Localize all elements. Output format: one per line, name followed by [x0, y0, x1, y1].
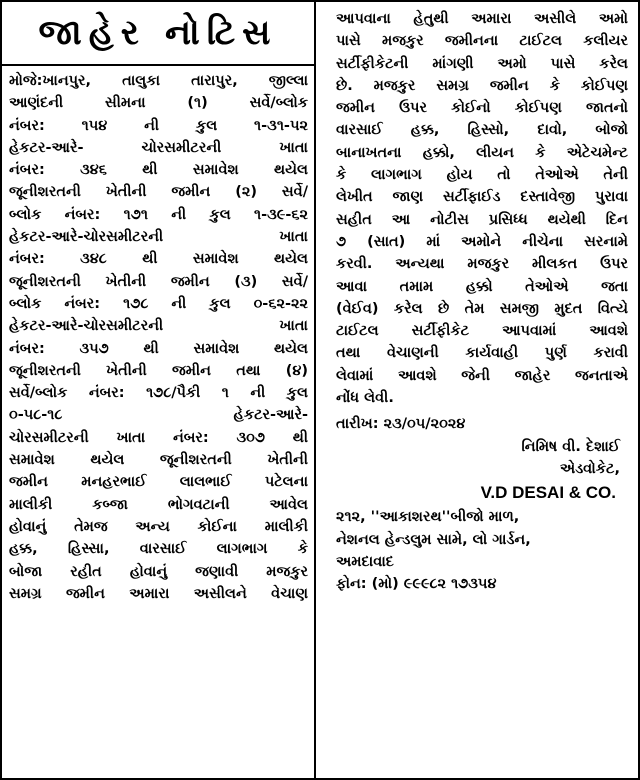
body-line: પાસે મજકુર જમીનના ટાઈટલ કલીયર [336, 33, 628, 50]
body-line: ટાઈટલ સર્ટીફીકેટ આપવામાં આવશે [336, 323, 628, 340]
notice-body-left [2, 66, 314, 605]
body-line: કરવી. અન્યથા મજકુર મીલકત ઉપર [336, 256, 628, 273]
body-line: માલીકી કબ્જા ભોગવટાની આવેલ [9, 496, 308, 513]
right-column [316, 2, 638, 778]
body-line: સર્ટીફીકેટની માંગણી અમો પાસે કરેલ [336, 55, 628, 72]
body-line: જૂનીશરતની ખેતીની જમીન (૩) સર્વે/ [9, 273, 308, 290]
body-line: નંબર: ૩૪૬ થી સમાવેશ થયેલ [9, 162, 308, 179]
body-line: હેકટર-આરે-ચોરસમીટરની ખાતા [9, 229, 308, 246]
body-line: મોજે:ખાનપુર, તાલુકા તારાપુર, જીલ્લા [9, 73, 308, 89]
signatory-name: નિમિષ વી. દેશાઈ [521, 438, 620, 455]
body-line: ચોરસમીટરની ખાતા નંબર: ૩૦૭ થી [9, 429, 308, 446]
body-line: જમીન ઉપર કોઈનો કોઈપણ જાતનો [336, 100, 628, 117]
body-line: સમગ્ર જમીન અમારા અસીલને વેચાણ [9, 585, 308, 602]
body-line: ૦-૫૮-૧૮ હેકટર-આરે- [9, 407, 308, 424]
body-line: આણંદની સીમના (૧) સર્વે/બ્લોક [9, 95, 308, 112]
body-line: આવા તમામ હક્કો તેઓએ જતા [336, 278, 628, 295]
body-line: નોંધ લેવી. [336, 390, 394, 407]
body-line: નંબર: ૧૫૪ ની કુલ ૧-૩૧-૫૨ [9, 117, 308, 134]
left-column [2, 2, 314, 778]
body-line: લેખીત જાણ સર્ટીફાઈડ દસ્તાવેજી પુરાવા [336, 189, 628, 206]
body-line: હોવાનું તેમજ અન્ય કોઈના માલીકી [9, 518, 308, 535]
body-line: આપવાના હેતુથી અમારા અસીલે અમો [336, 11, 628, 27]
body-line: જમીન મનહરભાઈ લાલભાઈ પટેલના [9, 474, 308, 491]
signatory-title: એડવોકેટ, [559, 460, 620, 477]
body-line: વારસાઈ હક્ક, હિસ્સો, દાવો, બોજો [336, 122, 628, 139]
body-line: (વેઈવ) કરેલ છે તેમ સમજી મુદત વિત્યે [336, 300, 628, 317]
body-line: સહીત આ નોટીસ પ્રસિધ્ધ થયેથી દિન [336, 211, 628, 228]
body-line: હેકટર-આરે- ચોરસમીટરની ખાતા [9, 139, 308, 156]
body-line: બોજા રહીત હોવાનું જણાવી મજકુર [9, 563, 308, 580]
address-line: નેશનલ હેન્ડલુમ સામે, લો ગાર્ડન, [336, 531, 531, 548]
body-line: કે લાગભાગ હોય તો તેઓએ તેની [336, 167, 628, 184]
address-line: ૨૧૨, ''આકાશરથ''બીજો માળ, [336, 509, 520, 526]
body-line: બ્લોક નંબર: ૧૭૮ ની કુલ ૦-૬૨-૨૨ [9, 295, 308, 312]
body-line: બ્લોક નંબર: ૧૭૧ ની કુલ ૧-૩૯-૬૨ [9, 206, 308, 223]
body-line: હેકટર-આરે-ચોરસમીટરની ખાતા [9, 318, 308, 335]
body-line: સમાવેશ થયેલ જૂનીશરતની ખેતીની [9, 452, 308, 469]
body-line: નંબર: ૩૫૭ થી સમાવેશ થયેલ [9, 340, 308, 357]
body-line: તથા વેચાણની કાર્યવાહી પુર્ણ કરાવી [336, 345, 628, 362]
body-line: જૂનીશરતની ખેતીની જમીન (૨) સર્વે/ [9, 184, 308, 201]
notice-body-right [336, 8, 628, 409]
body-line: બાનાખતના હક્કો, લીયન કે એટેચમેન્ટ [336, 144, 628, 161]
body-line: સર્વે/બ્લોક નંબર: ૧૭૮/પૈકી ૧ ની કુલ [9, 385, 308, 402]
body-line: નંબર: ૩૪૮ થી સમાવેશ થયેલ [9, 251, 308, 268]
address-line: અમદાવાદ [336, 553, 394, 570]
body-line: જૂનીશરતની ખેતીની જમીન તથા (૪) [9, 362, 308, 379]
firm-name: V.D DESAI & CO. [480, 483, 616, 503]
notice-title: જાહેર નોટિસ [2, 2, 314, 66]
body-line: લેવામાં આવશે જેની જાહેર જનતાએ [336, 367, 628, 384]
phone-number: ફોન: (મો) ૯૯૯૮૨ ૧૭૩૫૪ [336, 576, 497, 593]
body-line: હક્ક, હિસ્સા, વારસાઈ લાગભાગ કે [9, 541, 308, 558]
body-line: ૭ (સાત) માં અમોને નીચેના સરનામે [336, 233, 628, 250]
body-line: છે. મજકુર સમગ્ર જમીન કે કોઈપણ [336, 77, 628, 94]
notice-date: તારીખ: ૨૩/૦૫/૨૦૨૪ [336, 416, 466, 433]
